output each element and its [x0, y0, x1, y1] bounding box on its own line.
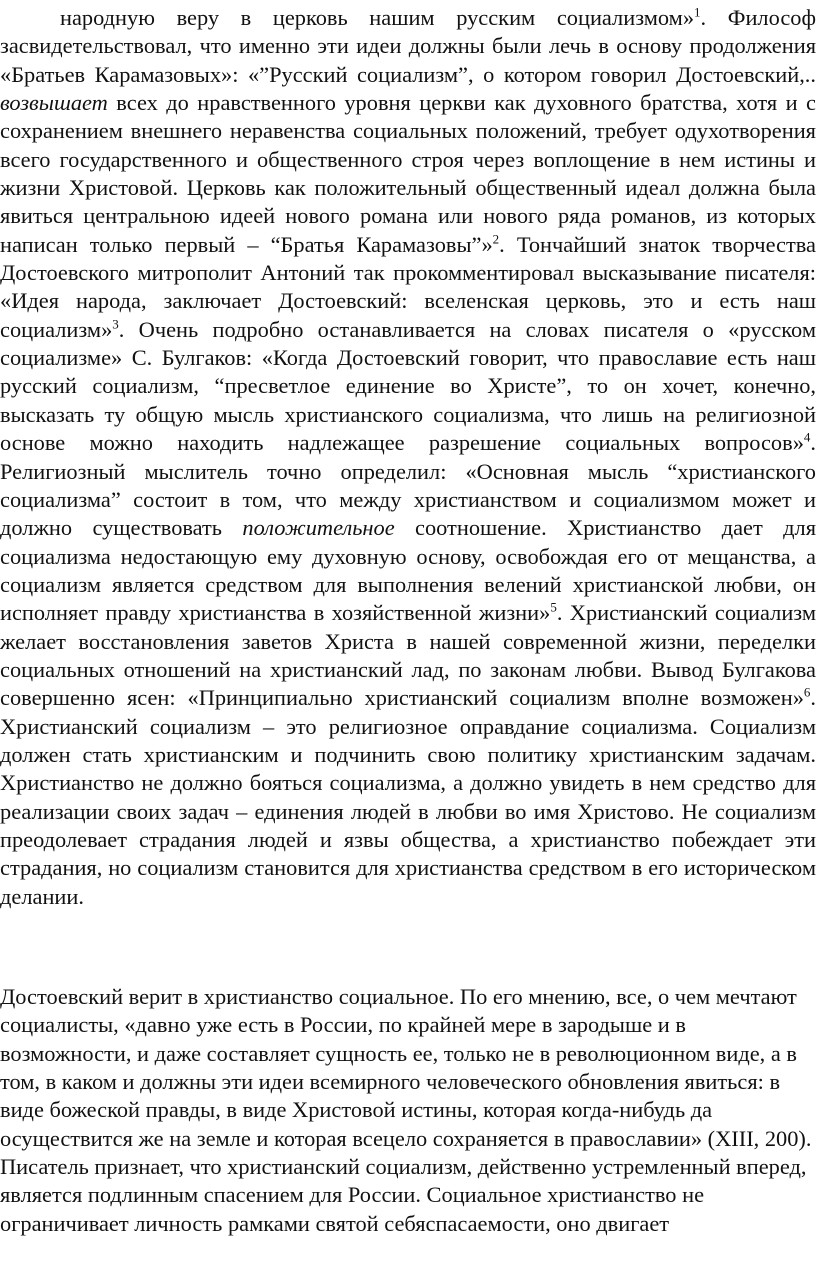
paragraph-2 — [0, 983, 816, 1238]
footnote-mark: 6 — [803, 684, 811, 700]
text-run: . Христианский социализм желает восстановления заветов Христа в нашей современной жизни, переделки социальных отношений на христианский лад, по законам любви. Вывод Булгакова совершенно ясен: «Принципиально христианский социализм вполне возможен» — [0, 600, 816, 711]
text-run: . Христианский социализм – это религиозное оправдание социализма. Социализм должен стать христианским и подчинить свою политику христианским задачам. Христианство не должно бояться социализма, а должно увидеть в нем средство для реализации своих задач – единения людей в любви во имя Христово. Не социализм преодолевает страдания людей и язвы общества, а христианство побеждает эти страдания, но социализм становится для христианства средством в его историческом делании. — [0, 685, 816, 909]
emphasized-text: возвышает — [0, 90, 108, 116]
paragraph-1 — [0, 4, 816, 911]
text-run: . Очень подробно останавливается на словах писателя о «русском социализме» С. Булгаков: «Когда Достоевский говорит, что православие есть наш русский социализм, “пресветлое единение во Христе”, то он хочет, конечно, высказать ту общую мысль христианского социализма, что лишь на религиозной основе можно находить надлежащее разрешение социальных вопросов» — [0, 316, 816, 456]
footnote-mark: 4 — [803, 429, 811, 445]
emphasized-text: положительное — [242, 515, 395, 541]
text-run: . Тончайший знаток творчества Достоевского митрополит Антоний так прокомментировал высказывание писателя: «Идея народа, заключает Достоевский: вселенская церковь, это и есть наш социализм» — [0, 231, 816, 342]
text-run: всех до нравственного уровня церкви как духовного братства, хотя и с сохранением внешнего неравенства социальных положений, требует одухотворения всего государственного и общественного строя через воплощение в нем истины и жизни Христовой. Церковь как положительный общественный идеал должна была явиться центральною идеей нового романа или нового ряда романов, из которых написан только первый – “Братья Карамазовы”» — [0, 90, 816, 257]
footnote-mark: 1 — [694, 4, 701, 20]
text-run: Достоевский верит в христианство социальное. По его мнению, все, о чем мечтают социалисты, «давно уже есть в России, по крайней мере в зародыше и в возможности, и даже составляет сущность ее, только не в революционном виде, а в том, в каком и должны эти идеи всемирного человеческого обновления явиться: в виде божеской правды, в виде Христовой истины, которая когда-нибудь да осуществится же на земле и которая всецело сохраняется в православии» (XIII, 200). Писатель признает, что христианский социализм, действенно устремленный вперед, является подлинным спасением для России. Социальное христианство не ограничивает личность рамками святой себяспасаемости, оно двигает — [0, 984, 812, 1236]
text-run: соотношение. Христианство дает для социализма недостающую ему духовную основу, освобождая его от мещанства, а социализм является средством для выполнения велений христианской любви, он исполняет правду христианства в хозяйственной жизни» — [0, 515, 816, 626]
text-run: . Философ засвидетельствовал, что именно эти идеи должны были лечь в основу продолжения «Братьев Карамазовых»: «”Русский социализм”, о котором говорил Достоевский,.. — [0, 5, 816, 87]
footnote-mark: 2 — [492, 231, 500, 247]
footnote-mark: 5 — [550, 599, 557, 615]
text-run: . Религиозный мыслитель точно определил: «Основная мысль “христианского социализма” состоит в том, что между христианством и социализмом может и должно существовать — [0, 430, 816, 541]
text-run: народную веру в церковь нашим русским социализмом» — [60, 5, 695, 30]
footnote-mark: 3 — [112, 316, 119, 332]
